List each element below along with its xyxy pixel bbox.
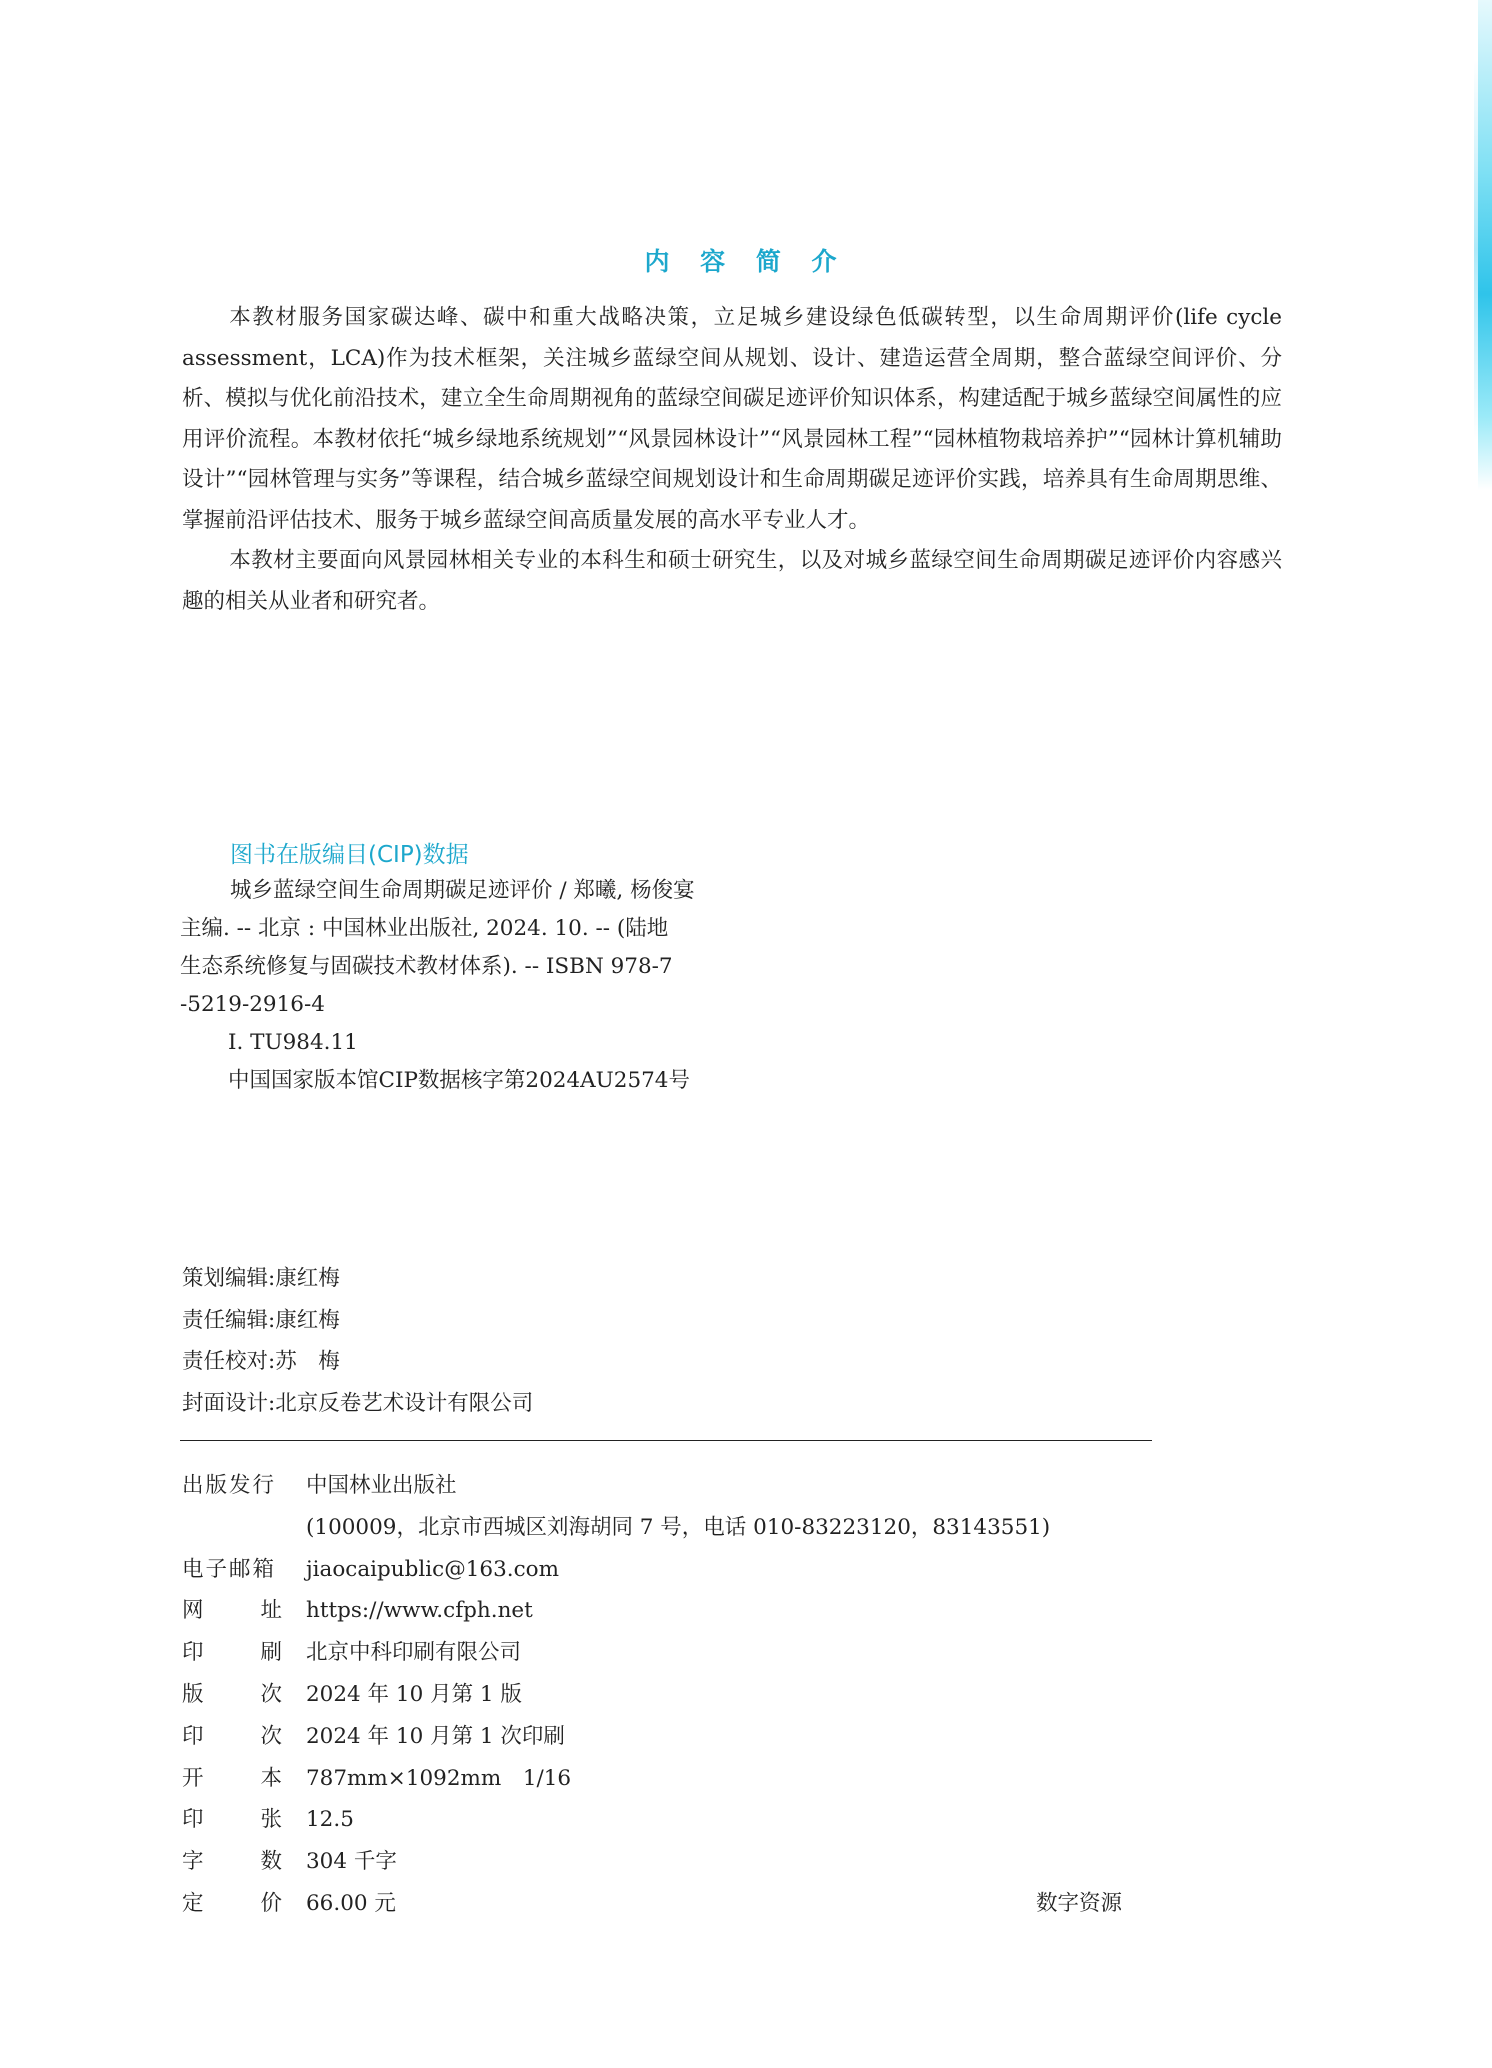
pub-label: 电子邮箱 bbox=[182, 1556, 277, 1582]
cip-line: Ⅰ. TU984.11 bbox=[228, 1030, 358, 1055]
pub-row bbox=[182, 1841, 1182, 1883]
pub-value: 2024 年 10 月第 1 次印刷 bbox=[306, 1723, 565, 1749]
pub-row bbox=[182, 1465, 1182, 1507]
intro-title: 内 容 简 介 bbox=[644, 247, 848, 276]
pub-row bbox=[182, 1549, 1182, 1591]
pub-row bbox=[182, 1590, 1182, 1632]
pub-label: 印 次 bbox=[182, 1723, 282, 1749]
cip-line: 生态系统修复与固碳技术教材体系). -- ISBN 978-7 bbox=[180, 954, 673, 979]
pub-label: 定 价 bbox=[182, 1890, 282, 1916]
credit-label: 策划编辑: bbox=[182, 1266, 276, 1291]
pub-value: 中国林业出版社 bbox=[306, 1473, 457, 1498]
divider bbox=[180, 1440, 1152, 1441]
intro-paragraph: 本教材主要面向风景园林相关专业的本科生和硕士研究生，以及对城乡蓝绿空间生命周期碳足迹评价内容感兴趣的相关从业者和研究者。 bbox=[182, 548, 1282, 614]
editor-credits bbox=[182, 1258, 533, 1424]
pub-row bbox=[182, 1716, 1182, 1758]
credit-row bbox=[182, 1300, 533, 1342]
cip-line: 中国国家版本馆CIP数据核字第2024AU2574号 bbox=[228, 1068, 690, 1093]
pub-value: 12.5 bbox=[306, 1807, 354, 1833]
credit-value: 北京反卷艺术设计有限公司 bbox=[275, 1390, 534, 1416]
publication-info bbox=[182, 1465, 1182, 1925]
credit-label: 封面设计: bbox=[182, 1390, 276, 1416]
website-link[interactable]: https://www.cfph.net bbox=[306, 1598, 533, 1624]
credit-label: 责任校对: bbox=[182, 1349, 276, 1374]
cip-line: 主编. -- 北京 : 中国林业出版社, 2024. 10. -- (陆地 bbox=[180, 916, 669, 941]
pub-label: 印 刷 bbox=[182, 1640, 282, 1666]
cip-heading: 图书在版编目(CIP)数据 bbox=[230, 842, 469, 868]
address-text: (100009，北京市西城区刘海胡同 7 号，电话 010-83223120，83143551) bbox=[306, 1514, 1051, 1540]
price-value: 66.00 元 bbox=[306, 1890, 396, 1916]
cip-line: -5219-2916-4 bbox=[180, 992, 325, 1017]
email-link[interactable]: jiaocaipublic@163.com bbox=[306, 1556, 559, 1582]
credit-row bbox=[182, 1341, 533, 1383]
pub-label: 版 次 bbox=[182, 1681, 282, 1707]
cip-line: 城乡蓝绿空间生命周期碳足迹评价 / 郑曦, 杨俊宴 bbox=[230, 878, 695, 903]
pub-label: 出版发行 bbox=[182, 1473, 277, 1498]
digital-resources-label: 数字资源 bbox=[1036, 1891, 1123, 1916]
credit-value: 苏 梅 bbox=[275, 1349, 340, 1374]
credit-label: 责任编辑: bbox=[182, 1307, 276, 1333]
credit-value: 康红梅 bbox=[275, 1307, 340, 1333]
pub-row bbox=[182, 1799, 1182, 1841]
credit-row bbox=[182, 1258, 533, 1300]
credit-value: 康红梅 bbox=[275, 1266, 340, 1291]
pub-address bbox=[182, 1507, 1182, 1549]
pub-row bbox=[182, 1883, 1182, 1925]
credit-row bbox=[182, 1383, 533, 1425]
pub-row bbox=[182, 1674, 1182, 1716]
intro-paragraph: 本教材服务国家碳达峰、碳中和重大战略决策，立足城乡建设绿色低碳转型，以生命周期评价(life cycle assessment，LCA)作为技术框架，关注城乡蓝绿空间从规划、设计、建造运营全周期，整合蓝绿空间评价、分析、模拟与优化前沿技术，建立全生命周期视角的蓝绿空间碳足迹评价知识体系，构建适配于城乡蓝绿空间属性的应用评价流程。本教材依托“城乡绿地系统规划”“风景园林设计”“风景园林工程”“园林植物栽培养护”“园林计算机辅助设计”“园林管理与实务”等课程，结合城乡蓝绿空间规划设计和生命周期碳足迹评价实践，培养具有生命周期思维、掌握前沿评估技术、服务于城乡蓝绿空间高质量发展的高水平专业人才。 bbox=[182, 305, 1282, 533]
pub-label: 字 数 bbox=[182, 1849, 282, 1875]
pub-value: 2024 年 10 月第 1 版 bbox=[306, 1681, 522, 1707]
pub-row bbox=[182, 1632, 1182, 1674]
pub-label: 印 张 bbox=[182, 1807, 282, 1833]
pub-label: 开 本 bbox=[182, 1765, 282, 1791]
intro-text bbox=[182, 298, 1282, 622]
pub-label: 网 址 bbox=[182, 1598, 282, 1624]
cip-data bbox=[180, 872, 820, 1100]
pub-value: 304 千字 bbox=[306, 1849, 397, 1875]
pub-value: 787mm×1092mm 1/16 bbox=[306, 1765, 572, 1791]
pub-value: 北京中科印刷有限公司 bbox=[306, 1640, 522, 1666]
pub-row bbox=[182, 1758, 1182, 1800]
